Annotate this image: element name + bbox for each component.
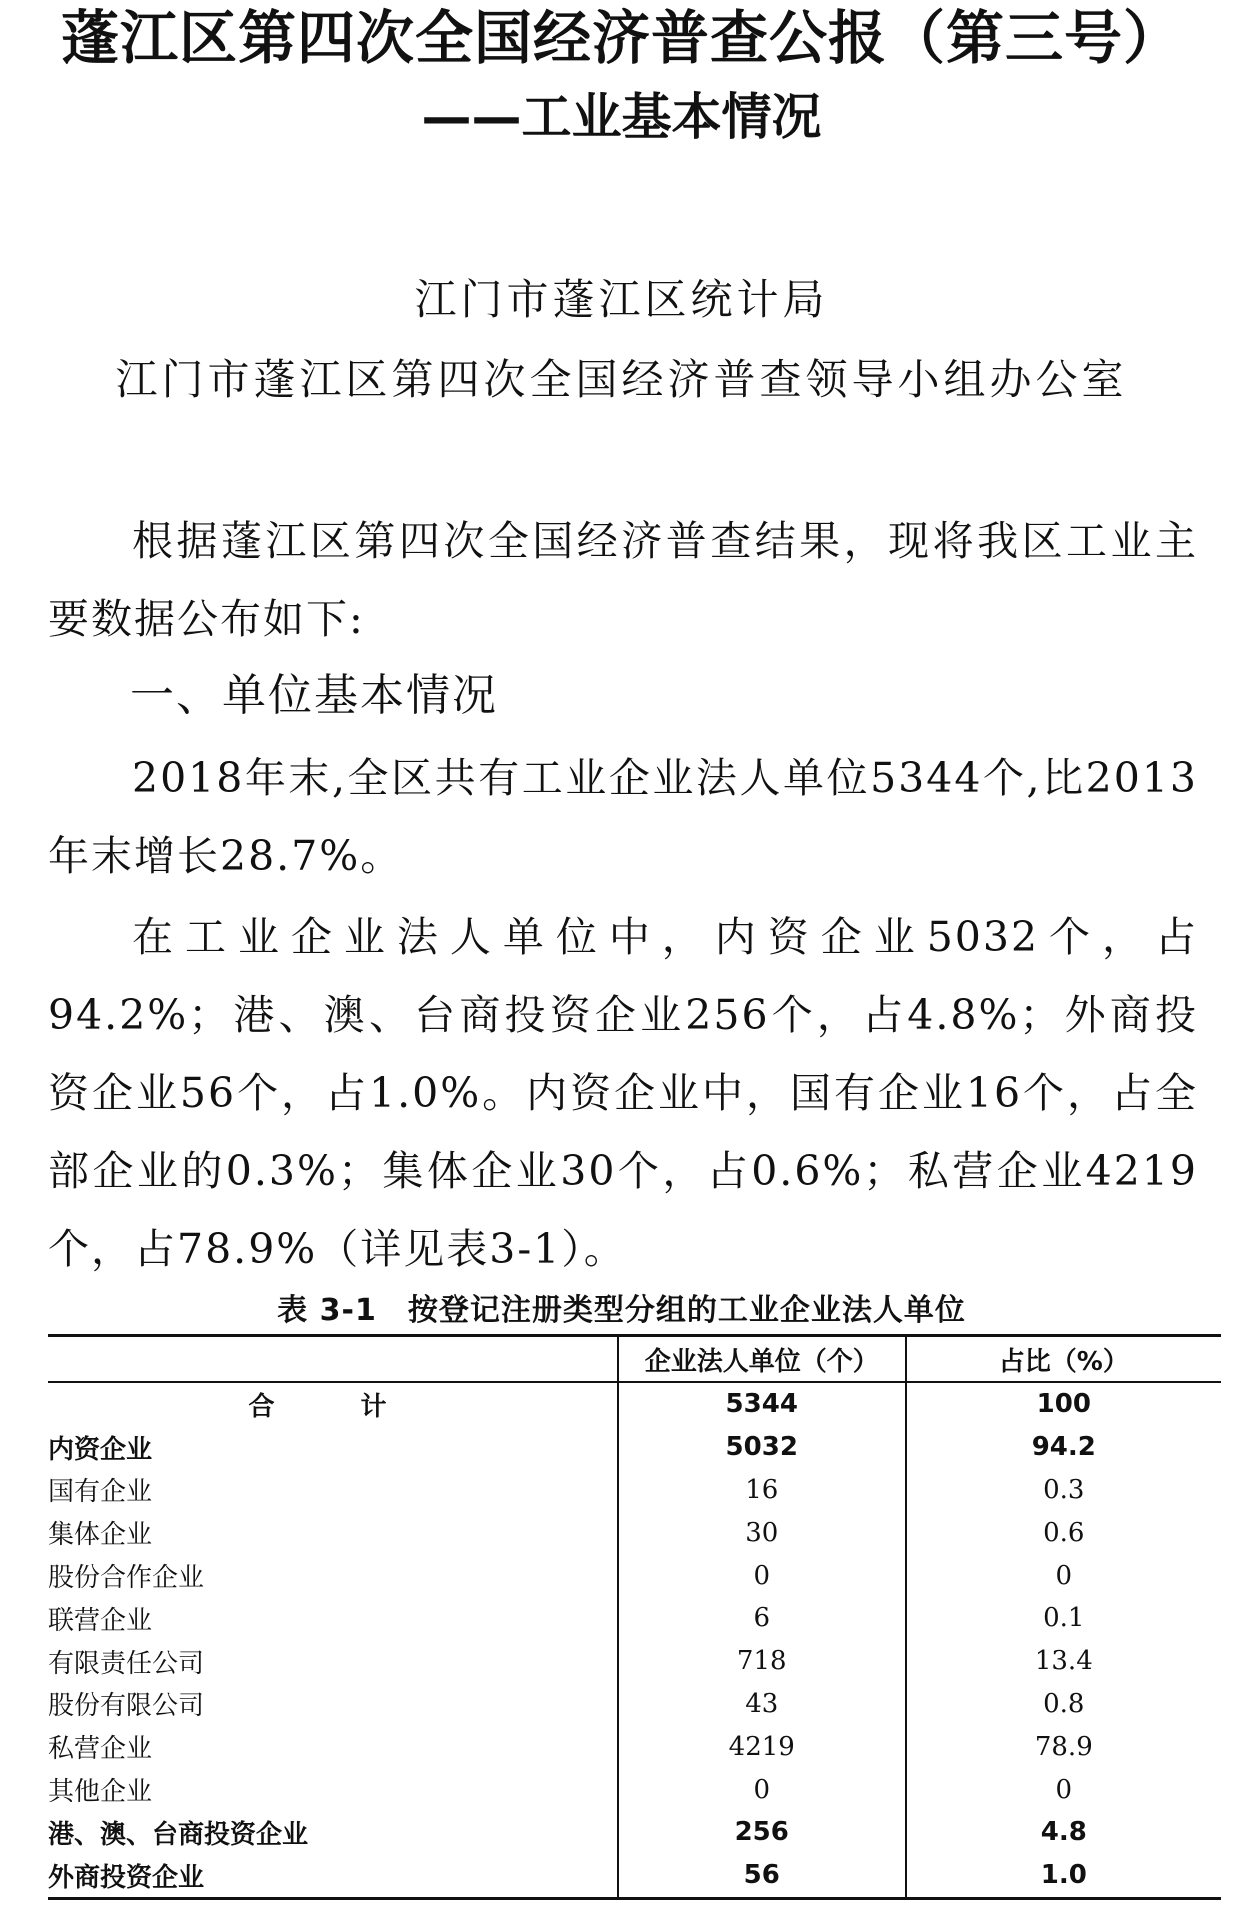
row-label: 股份有限公司 — [48, 1691, 205, 1722]
table-row — [48, 1725, 1221, 1768]
document-title: 蓬江区第四次全国经济普查公报（第三号） — [60, 4, 1182, 72]
row-label: 私营企业 — [48, 1734, 153, 1765]
row-count: 56 — [618, 1854, 906, 1898]
table-row — [48, 1768, 1221, 1811]
table-row — [48, 1811, 1221, 1854]
row-label: 集体企业 — [48, 1520, 153, 1551]
header-category — [48, 1336, 618, 1383]
row-share: 0.8 — [906, 1683, 1221, 1726]
row-count: 5032 — [618, 1426, 906, 1469]
row-label: 外商投资企业 — [48, 1862, 205, 1893]
row-share: 0.3 — [906, 1469, 1221, 1512]
row-label: 合 计 — [248, 1391, 417, 1422]
row-count: 256 — [618, 1811, 906, 1854]
table-row — [48, 1554, 1221, 1597]
row-label: 国有企业 — [48, 1477, 153, 1508]
paragraph-total-units: 2018年末,全区共有工业企业法人单位5344个,比2013年末增长28.7%。 — [48, 754, 1198, 880]
row-share: 0.6 — [906, 1511, 1221, 1554]
row-label: 股份合作企业 — [48, 1563, 205, 1594]
row-label: 其他企业 — [48, 1777, 153, 1808]
row-count: 5344 — [618, 1382, 906, 1426]
row-label: 港、澳、台商投资企业 — [48, 1819, 309, 1850]
table-caption: 表 3-1 按登记注册类型分组的工业企业法人单位 — [277, 1293, 966, 1328]
row-share: 1.0 — [906, 1854, 1221, 1898]
row-label: 联营企业 — [48, 1605, 153, 1636]
row-share: 4.8 — [906, 1811, 1221, 1854]
intro-paragraph: 根据蓬江区第四次全国经济普查结果，现将我区工业主要数据公布如下: — [48, 517, 1198, 643]
document-subtitle: ——工业基本情况 — [421, 88, 822, 146]
row-label: 内资企业 — [48, 1434, 153, 1465]
row-share: 0 — [906, 1554, 1221, 1597]
row-label: 有限责任公司 — [48, 1648, 205, 1679]
table-row — [48, 1426, 1221, 1469]
row-count: 718 — [618, 1640, 906, 1683]
row-count: 16 — [618, 1469, 906, 1512]
section-heading: 一、单位基本情况 — [130, 670, 498, 721]
row-count: 6 — [618, 1597, 906, 1640]
table-row — [48, 1640, 1221, 1683]
row-count: 43 — [618, 1683, 906, 1726]
table-row — [48, 1597, 1221, 1640]
row-share: 78.9 — [906, 1725, 1221, 1768]
issuer-statistics-bureau: 江门市蓬江区统计局 — [414, 275, 829, 324]
table-row — [48, 1854, 1221, 1898]
row-count: 0 — [618, 1768, 906, 1811]
row-share: 94.2 — [906, 1426, 1221, 1469]
row-share: 0 — [906, 1768, 1221, 1811]
header-share: 占比（%） — [906, 1336, 1221, 1383]
table-row — [48, 1469, 1221, 1512]
row-share: 100 — [906, 1382, 1221, 1426]
row-count: 4219 — [618, 1725, 906, 1768]
row-share: 13.4 — [906, 1640, 1221, 1683]
table-row-total — [48, 1382, 1221, 1426]
paragraph-unit-breakdown: 在工业企业法人单位中，内资企业5032个，占94.2%；港、澳、台商投资企业256个，占4.8%；外商投资企业56个，占1.0%。内资企业中，国有企业16个，占全部企业的0.3%；集体企业30个，占0.6%；私营企业4219个，占78.9%（详见表3-1）。 — [48, 913, 1198, 1273]
row-share: 0.1 — [906, 1597, 1221, 1640]
table-header-row — [48, 1336, 1221, 1383]
row-count: 30 — [618, 1511, 906, 1554]
row-count: 0 — [618, 1554, 906, 1597]
table-row — [48, 1511, 1221, 1554]
registration-type-table — [48, 1334, 1221, 1900]
table-row — [48, 1683, 1221, 1726]
issuer-census-office: 江门市蓬江区第四次全国经济普查领导小组办公室 — [115, 355, 1128, 404]
header-unit-count: 企业法人单位（个） — [618, 1336, 906, 1383]
